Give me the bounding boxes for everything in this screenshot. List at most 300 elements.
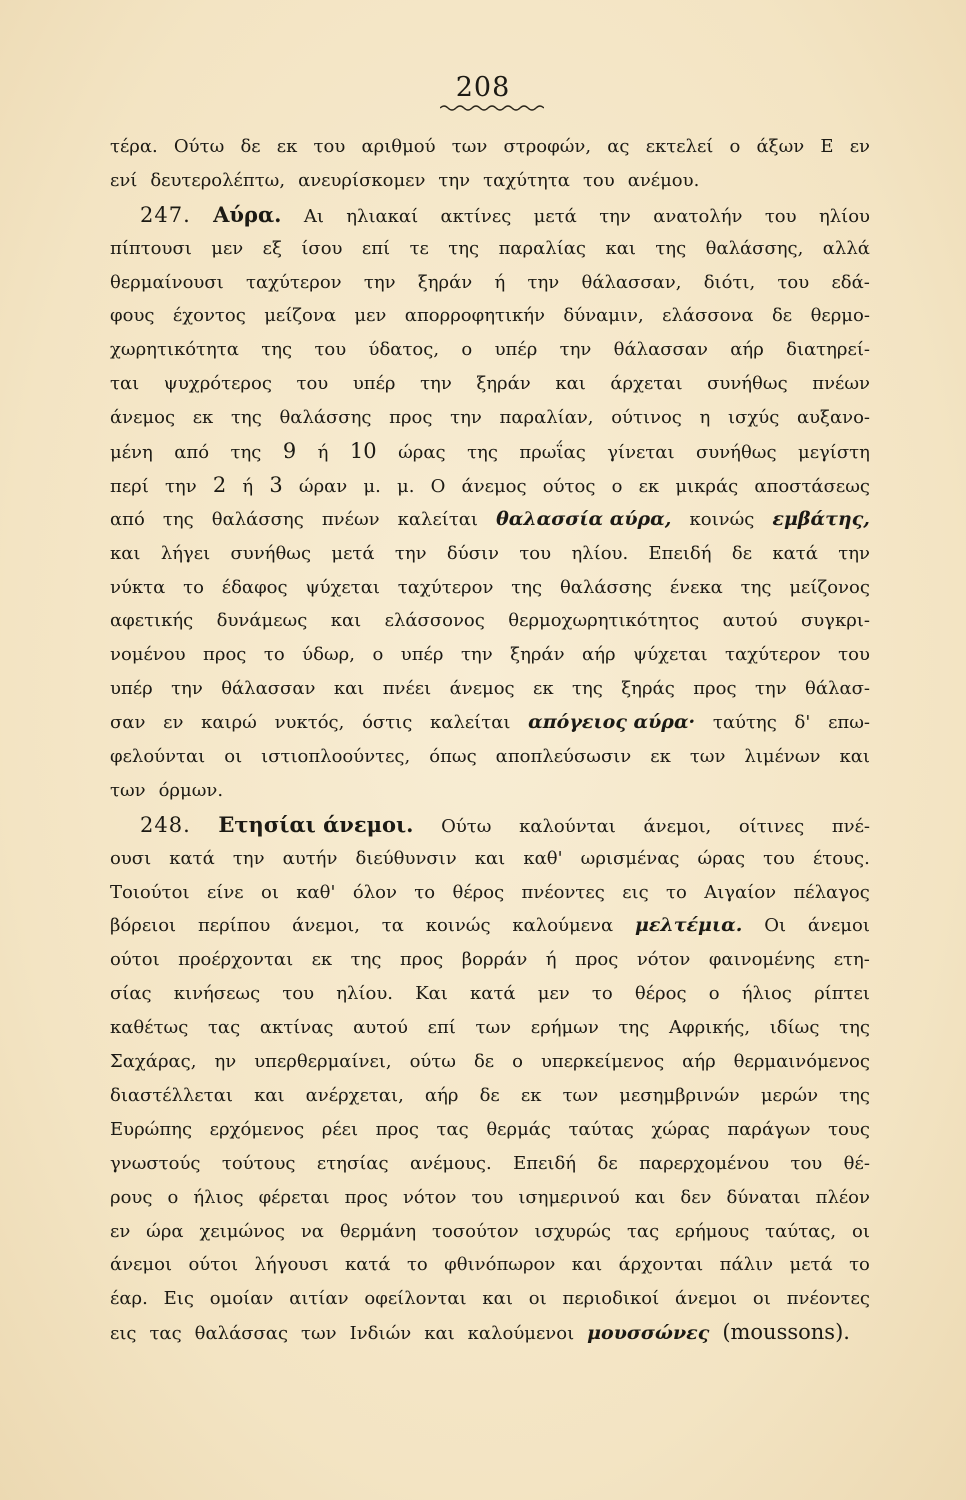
text-line	[110, 164, 870, 198]
word: και	[474, 847, 506, 869]
word: 3	[269, 472, 283, 497]
word: στροφών,	[503, 136, 592, 157]
word: μεσημβρινών	[619, 1084, 740, 1106]
word: κατά	[169, 847, 215, 869]
word: διαστέλλεται	[110, 1084, 233, 1106]
word: ώρας	[697, 847, 746, 869]
text-line	[110, 367, 870, 401]
word: άνεμος	[449, 678, 515, 700]
text-line	[110, 469, 870, 503]
word: καλείται	[397, 508, 478, 530]
page-number: 208	[455, 72, 511, 103]
word: άρχεται	[610, 373, 683, 395]
word: μεν	[211, 237, 244, 259]
word: δύναται	[726, 1186, 801, 1208]
word: μεν	[354, 305, 387, 327]
word: άνεμοι	[807, 915, 870, 937]
word: οι	[752, 1288, 771, 1310]
word: πίπτουσι	[110, 237, 192, 259]
word: ρους	[110, 1186, 153, 1208]
word: περίπου	[197, 915, 271, 937]
word: τους	[828, 1118, 870, 1140]
word: Και	[415, 983, 448, 1005]
word: την	[394, 542, 427, 564]
word: φαινομένης	[708, 949, 816, 971]
word: επί	[361, 237, 391, 259]
word: Ούτω	[173, 136, 225, 157]
word: άξων	[756, 136, 805, 157]
word: τας	[149, 1323, 182, 1345]
word: και	[605, 237, 636, 259]
word: όλον	[352, 881, 397, 903]
word: περί	[110, 475, 149, 497]
word: εκ	[650, 746, 671, 768]
text-line	[110, 1316, 870, 1350]
word: τούτους	[221, 1152, 296, 1174]
italic-term: απόγειος αύρα·	[528, 711, 696, 734]
italic-term: μελτέμια.	[634, 914, 743, 937]
word: της	[261, 339, 293, 361]
text-line	[110, 943, 870, 977]
word: ούτινος	[611, 407, 682, 429]
word: εκ	[520, 1084, 542, 1106]
text-line	[110, 537, 870, 571]
word: ελάσσονα	[662, 305, 754, 327]
word: αποπλεύσωσιν	[495, 746, 632, 768]
word: ο	[372, 644, 384, 666]
text-line	[110, 435, 870, 469]
word: ακτίνες	[440, 205, 512, 227]
word: χώρας	[651, 1118, 710, 1140]
word: ξηράν	[510, 644, 565, 666]
word: θάλασσαν,	[581, 271, 682, 293]
word: νότον	[636, 949, 691, 971]
word: ηλίου.	[336, 983, 394, 1005]
word: λήγει	[160, 542, 211, 564]
word: θάλασσαν	[613, 339, 708, 361]
word: άνεμοι,	[643, 815, 712, 837]
word: δε	[240, 136, 261, 157]
word: την	[171, 678, 203, 700]
word: ξηράν	[476, 373, 531, 395]
word: απορροφητικήν	[404, 305, 545, 327]
word: θερμο-	[810, 305, 870, 327]
word: προς	[399, 949, 444, 971]
word: οίτινες	[738, 815, 805, 837]
word: αποστάσεως	[754, 475, 870, 497]
word: της	[230, 407, 262, 429]
word: πρωΐας	[519, 442, 586, 464]
word: θάλασσαν	[221, 678, 316, 700]
word: μικράς	[675, 475, 739, 497]
word: θαλάσσης,	[705, 237, 804, 259]
text-line	[110, 130, 870, 164]
text-line	[110, 1248, 870, 1282]
word: του	[790, 1152, 823, 1174]
word: κινήσεως	[173, 983, 261, 1005]
word: φθινόπωρον	[444, 1254, 556, 1276]
word: εις	[110, 1323, 137, 1345]
word: δε	[473, 1051, 495, 1073]
word: το	[414, 881, 436, 903]
word: παρερχομένου	[639, 1152, 770, 1174]
word: πνέων	[812, 373, 870, 395]
word: νότον	[402, 1186, 457, 1208]
text-line	[110, 706, 870, 740]
word: ή	[494, 271, 506, 293]
word: εκ	[311, 949, 333, 971]
word: ιστιοπλοούντες,	[261, 746, 411, 768]
text-line	[110, 266, 870, 300]
word: την	[838, 542, 870, 564]
word: ην	[214, 1051, 237, 1073]
word: συγκρι-	[800, 610, 870, 632]
text-line	[110, 333, 870, 367]
word: δε	[479, 1084, 500, 1106]
text-line	[110, 604, 870, 638]
word: ερχόμενος	[209, 1118, 305, 1140]
word: ώραν	[298, 475, 348, 497]
word: ένεκα	[669, 576, 723, 598]
word: αιτίαν	[289, 1288, 349, 1310]
word: ούτοι	[188, 1254, 239, 1276]
text-line	[110, 740, 870, 774]
word: σίας	[110, 983, 152, 1005]
italic-term: μουσσώνες	[587, 1322, 710, 1345]
word: την	[164, 475, 197, 497]
word: γίνεται	[607, 442, 675, 464]
word: και	[555, 373, 586, 395]
word: καλούνται	[519, 815, 616, 837]
word: Αφρικής,	[668, 1017, 751, 1039]
word: πνέοντες	[786, 1288, 870, 1310]
word: ο	[611, 475, 623, 497]
word: θαλάσσας	[194, 1323, 289, 1345]
text-line	[110, 299, 870, 333]
word: πάλιν	[719, 1254, 774, 1276]
word: ήλιος	[193, 1186, 244, 1208]
word: θερμάνη	[339, 1220, 417, 1242]
word: Ε	[820, 136, 834, 157]
text-line	[110, 198, 870, 232]
word: αυτήν	[282, 847, 338, 869]
word: υπερκείμενος	[540, 1051, 665, 1073]
word: παραλίαν,	[499, 407, 594, 429]
word: εν	[163, 712, 184, 734]
word: αριθμού	[361, 136, 436, 157]
word: την	[450, 407, 482, 429]
word: ύδωρ,	[302, 644, 355, 666]
word: προέρχονται	[178, 949, 294, 971]
word: ο	[729, 136, 741, 157]
word: μετά	[789, 1254, 833, 1276]
word: το	[591, 983, 613, 1005]
word: ενί	[110, 169, 138, 191]
word: οφείλονται	[364, 1288, 467, 1310]
word: ψύχεται	[305, 576, 380, 598]
word: Αιγαίον	[704, 881, 777, 903]
word: το	[183, 576, 204, 598]
word: εκ	[533, 678, 554, 700]
word: καλούμενα	[512, 915, 614, 937]
word: μεγίστη	[798, 442, 870, 464]
word: της	[511, 576, 543, 598]
word: προς	[693, 678, 737, 700]
text-line	[110, 977, 870, 1011]
text-line	[110, 503, 870, 537]
word: θάλασ-	[805, 678, 870, 700]
word: ανευρίσκομεν	[298, 169, 426, 191]
word: Ευρώπης	[110, 1118, 193, 1140]
word: Εις	[163, 1288, 194, 1310]
word: ψυχρότερος	[163, 373, 272, 395]
word: ερήμων	[530, 1017, 599, 1039]
word: την	[363, 271, 396, 293]
word: νυκτός,	[274, 712, 345, 734]
word: από	[174, 442, 210, 464]
word: το	[263, 644, 285, 666]
italic-term: θαλασσία αύρα,	[496, 507, 672, 530]
word: αήρ	[730, 339, 764, 361]
word: των	[301, 1323, 337, 1345]
word: δε	[597, 1152, 618, 1174]
word: θέρος	[634, 983, 687, 1005]
word: θέ-	[843, 1152, 870, 1174]
word: και	[254, 1084, 285, 1106]
word: των	[689, 746, 726, 768]
word: ούτος	[542, 475, 596, 497]
text-line	[110, 1215, 870, 1249]
word: εκ	[192, 407, 214, 429]
word: άνεμος	[110, 407, 176, 429]
word: και	[634, 1186, 666, 1208]
word: της	[618, 1017, 650, 1039]
word: το	[406, 1254, 428, 1276]
word: χειμώνος	[199, 1220, 285, 1242]
word: δεν	[680, 1186, 712, 1208]
word: θερμαίνουσι	[110, 271, 224, 293]
word: κατά	[772, 542, 818, 564]
word: (moussons).	[722, 1320, 850, 1345]
word: της	[655, 237, 687, 259]
word: ας	[607, 136, 630, 157]
word: θαλάσσης	[279, 407, 372, 429]
text-line	[110, 232, 870, 266]
word: υπέρ	[400, 644, 444, 666]
word: Σαχάρας,	[110, 1051, 197, 1073]
word: εκ	[638, 475, 660, 497]
word: δε	[771, 305, 793, 327]
word: ξηράν	[417, 271, 473, 293]
word: ούτω	[409, 1051, 456, 1073]
word: θαλάσσης	[211, 508, 304, 530]
word: τέρα.	[110, 136, 158, 157]
word: φέρεται	[258, 1186, 330, 1208]
word: μετά	[331, 542, 375, 564]
word: ρέει	[321, 1118, 359, 1140]
word: της	[839, 1017, 870, 1039]
word: πέλαγος	[793, 881, 870, 903]
word: μ.	[363, 475, 381, 497]
word: εξ	[262, 237, 282, 259]
word: πνέ-	[831, 815, 870, 837]
word: εις	[622, 881, 649, 903]
word: οι	[224, 746, 243, 768]
word: 10	[349, 439, 377, 464]
word: του	[582, 169, 615, 191]
word: γνωστούς	[110, 1152, 201, 1174]
word: πλέον	[815, 1186, 870, 1208]
word: εν	[849, 136, 870, 157]
word: εν	[110, 1220, 131, 1242]
word: τας	[207, 1017, 241, 1039]
word: πνέοντες	[521, 881, 605, 903]
word: είνε	[206, 881, 244, 903]
word: της	[448, 237, 480, 259]
word: ερήμους	[675, 1220, 750, 1242]
text-line	[110, 1113, 870, 1147]
word: έδαφος	[221, 576, 288, 598]
word: ή	[242, 475, 254, 497]
word: φους	[110, 305, 155, 327]
word: λιμένων	[744, 746, 821, 768]
word: ίσου	[301, 237, 343, 259]
word: ισχυρώς	[534, 1220, 612, 1242]
word: μείζονα	[264, 305, 336, 327]
word: σαν	[110, 712, 146, 734]
word: μερών	[760, 1084, 819, 1106]
word: δυνάμεως	[216, 610, 308, 632]
word: ηλιακαί	[346, 205, 419, 227]
word: ο	[512, 1051, 523, 1073]
word: Οι	[764, 915, 787, 937]
word: καθ'	[523, 847, 563, 869]
word: ελάσσονος	[384, 610, 485, 632]
word: κοινώς	[689, 508, 755, 530]
word: Ο	[430, 475, 446, 497]
section-heading: Ετησίαι άνεμοι.	[218, 811, 414, 837]
word: όρμων.	[158, 779, 224, 801]
word: θερμοχωρητικότητος	[508, 610, 700, 632]
word: μένη	[110, 442, 153, 464]
section-heading: Αύρα.	[213, 201, 282, 227]
word: των	[110, 779, 146, 801]
word: άνεμοι	[110, 1254, 173, 1276]
word: αήρ	[582, 644, 616, 666]
word: νομένου	[110, 644, 186, 666]
word: εκ	[276, 136, 298, 157]
word: ή	[545, 949, 557, 971]
word: έτους.	[812, 847, 870, 869]
word: του	[471, 1186, 504, 1208]
word: αυτού	[353, 1017, 408, 1039]
word: αλλά	[822, 237, 870, 259]
word: Ούτω	[441, 815, 492, 837]
word: και	[839, 746, 870, 768]
word: την	[754, 678, 787, 700]
word: 9	[282, 439, 297, 464]
word: περιοδικοί	[562, 1288, 660, 1310]
word: εδά-	[831, 271, 870, 293]
word: εκτελεί	[645, 136, 714, 157]
word: μείζονος	[789, 576, 870, 598]
word: βόρειοι	[110, 915, 177, 937]
word: του	[282, 983, 315, 1005]
word: δύσιν	[446, 542, 499, 564]
word: δύναμιν,	[563, 305, 644, 327]
word: ταύτας	[568, 1118, 634, 1140]
word: ισχύς	[728, 407, 780, 429]
word: προς	[575, 949, 619, 971]
word: της	[350, 949, 382, 971]
word: και	[571, 1254, 603, 1276]
word: Ινδιών	[349, 1323, 412, 1345]
word: την	[527, 271, 560, 293]
text-line	[110, 774, 870, 808]
word: θέρος	[452, 881, 505, 903]
word: του	[296, 373, 329, 395]
text-line	[110, 1079, 870, 1113]
word: ταύτης	[712, 712, 777, 734]
word: προς	[203, 644, 247, 666]
word: την	[559, 339, 592, 361]
word: ξηράς	[621, 678, 675, 700]
word: έαρ.	[110, 1288, 148, 1310]
word: την	[438, 169, 471, 191]
word: ανέμου.	[627, 169, 700, 191]
word: λήγουσι	[254, 1254, 329, 1276]
word: του	[763, 847, 795, 869]
word: του	[764, 205, 797, 227]
word: συνήθως	[695, 442, 777, 464]
word: ταχύτητα	[483, 169, 570, 191]
text-line	[110, 401, 870, 435]
word: προς	[375, 1118, 419, 1140]
text-line	[110, 1282, 870, 1316]
word: ετη-	[833, 949, 870, 971]
word: ται	[110, 373, 140, 395]
word: καλείται	[430, 712, 511, 734]
wavy-rule	[440, 103, 544, 113]
word: κατά	[470, 983, 516, 1005]
word: ταχύτερον	[725, 644, 821, 666]
word: ώρα	[146, 1220, 184, 1242]
word: ταχύτερον	[397, 576, 494, 598]
text-line	[110, 638, 870, 672]
word: και	[424, 1323, 455, 1345]
text-line	[110, 571, 870, 605]
word: φελούνται	[110, 746, 206, 768]
word: παράγων	[727, 1118, 811, 1140]
word: ύδατος,	[368, 339, 440, 361]
word: τοσούτον	[432, 1220, 519, 1242]
word: δευτερολέπτω,	[150, 169, 286, 191]
text-line	[110, 1045, 870, 1079]
word: ανατολήν	[653, 205, 743, 227]
word: το	[666, 881, 687, 903]
word: δ'	[794, 712, 811, 734]
word: πνέων	[321, 508, 380, 530]
word: επω-	[828, 712, 870, 734]
word: καθέτως	[110, 1017, 189, 1039]
word: ηλίου	[818, 205, 870, 227]
word: θαλάσσης	[559, 576, 652, 598]
word: ουσι	[110, 847, 152, 869]
word: ψύχεται	[633, 644, 708, 666]
word: καιρώ	[201, 712, 257, 734]
word: αυξανο-	[796, 407, 870, 429]
word: ετησίας	[316, 1152, 389, 1174]
